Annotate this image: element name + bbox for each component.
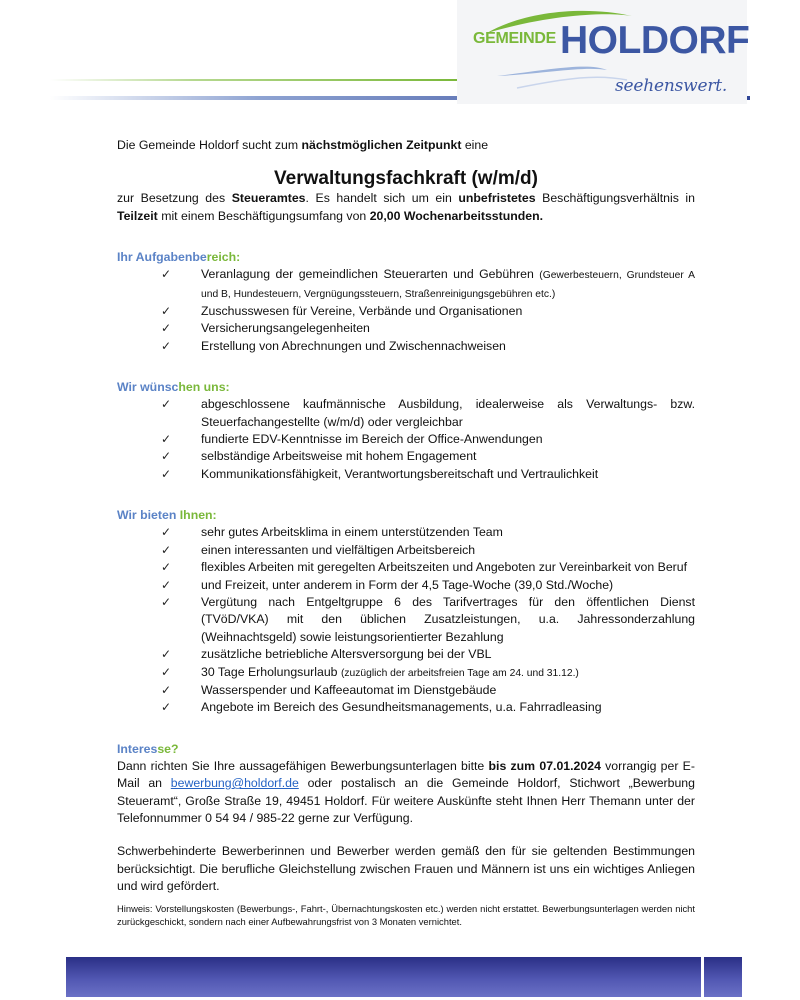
logo-name: HOLDORF bbox=[560, 19, 750, 62]
list-item: ✓ sehr gutes Arbeitsklima in einem unterstützenden Team bbox=[117, 524, 695, 541]
check-icon: ✓ bbox=[161, 304, 172, 319]
list-item: ✓ fundierte EDV-Kenntnisse im Bereich der Office-Anwendungen bbox=[117, 431, 695, 448]
position-description: zur Besetzung des Steueramtes. Es handelt sich um ein unbefristetes Beschäftigungsverhältnis in Teilzeit mit einem Beschäftigungsumfang von 20,00 Wochenarbeitsstunden. bbox=[117, 191, 695, 223]
footer-divider bbox=[701, 957, 704, 997]
logo-slogan-part-b: henswert bbox=[643, 76, 722, 96]
list-item: ✓ Versicherungsangelegenheiten bbox=[117, 320, 695, 337]
check-icon: ✓ bbox=[161, 449, 172, 464]
check-icon: ✓ bbox=[161, 397, 172, 412]
check-icon: ✓ bbox=[161, 525, 172, 540]
tasks-list bbox=[117, 266, 695, 355]
letterhead bbox=[0, 0, 800, 105]
check-icon: ✓ bbox=[161, 647, 172, 662]
requirements-heading: Wir wünschen uns: bbox=[117, 380, 230, 395]
footer-bar bbox=[66, 957, 742, 997]
check-icon: ✓ bbox=[161, 466, 172, 481]
offers-list bbox=[117, 524, 695, 716]
intro-line: Die Gemeinde Holdorf sucht zum nächstmöglichen Zeitpunkt eine bbox=[117, 138, 489, 152]
gemeinde-holdorf-logo bbox=[457, 0, 750, 104]
list-item: ✓ Angebote im Bereich des Gesundheitsmanagements, u.a. Fahrradleasing bbox=[117, 699, 695, 716]
note: Hinweis: Vorstellungskosten (Bewerbungs-, Fahrt-, Übernachtungskosten etc.) werden nicht erstattet. Bewerbungsunterlagen werden nicht zurückgeschickt, sondern nach einer Aufbewahrungsfrist von 3 Monaten vernichtet. bbox=[117, 902, 695, 928]
check-icon: ✓ bbox=[161, 542, 172, 557]
list-item: ✓ selbständige Arbeitsweise mit hohem Engagement bbox=[117, 448, 695, 465]
list-item: ✓ flexibles Arbeiten mit geregelten Arbeitszeiten und Angeboten zur Vereinbarkeit von Beruf bbox=[117, 559, 695, 576]
list-item: ✓ einen interessanten und vielfältigen Arbeitsbereich bbox=[117, 542, 695, 559]
list-item: ✓ Erstellung von Abrechnungen und Zwischennachweisen bbox=[117, 338, 695, 355]
check-icon: ✓ bbox=[161, 594, 172, 609]
logo-prefix: GEMEINDE bbox=[473, 30, 556, 47]
list-item: ✓ Zuschusswesen für Vereine, Verbände und Organisationen bbox=[117, 303, 695, 320]
list-item: ✓ und Freizeit, unter anderem in Form der 4,5 Tage-Woche (39,0 Std./Woche) bbox=[117, 577, 695, 594]
offers-heading: Wir bieten Ihnen: bbox=[117, 508, 217, 523]
green-stripe bbox=[50, 79, 460, 81]
logo-slogan-part-a: see bbox=[615, 76, 644, 96]
list-item: ✓ Wasserspender und Kaffeeautomat im Dienstgebäude bbox=[117, 682, 695, 699]
list-item: ✓ Kommunikationsfähigkeit, Verantwortungsbereitschaft und Vertraulichkeit bbox=[117, 466, 695, 483]
equal-opportunity-statement: Schwerbehinderte Bewerberinnen und Bewerber werden gemäß den für sie geltenden Bestimmungen berücksichtigt. Die berufliche Gleichstellung zwischen Frauen und Männern ist uns ein wichtiges Anliegen und wird gefördert. bbox=[117, 844, 695, 894]
check-icon: ✓ bbox=[161, 560, 172, 575]
application-instructions: Dann richten Sie Ihre aussagefähigen Bewerbungsunterlagen bitte bis zum 07.01.2024 vorrangig per E-Mail an bewerbung@holdorf.de oder postalisch an die Gemeinde Holdorf, Stichwort „Bewerbung Steueramt“, Große Straße 19, 49451 Holdorf. Für weitere Auskünfte steht Ihnen Herr Themann unter der Telefonnummer 0 54 94 / 985-22 gerne zur Verfügung. bbox=[117, 758, 695, 825]
check-icon: ✓ bbox=[161, 432, 172, 447]
email-link[interactable]: bewerbung@holdorf.de bbox=[170, 776, 299, 791]
job-title: Verwaltungsfachkraft (w/m/d) bbox=[274, 168, 538, 190]
check-icon: ✓ bbox=[161, 664, 172, 679]
tasks-heading: Ihr Aufgabenbereich: bbox=[117, 250, 241, 265]
check-icon: ✓ bbox=[161, 321, 172, 336]
list-item: ✓ zusätzliche betriebliche Altersversorgung bei der VBL bbox=[117, 646, 695, 663]
check-icon: ✓ bbox=[161, 682, 172, 697]
interest-heading: Interesse? bbox=[117, 741, 179, 756]
logo-slogan-dot: . bbox=[721, 76, 728, 96]
job-advertisement bbox=[117, 137, 695, 929]
check-icon: ✓ bbox=[161, 267, 172, 282]
check-icon: ✓ bbox=[161, 700, 172, 715]
logo-slogan bbox=[615, 76, 727, 96]
list-item: ✓ Vergütung nach Entgeltgruppe 6 des Tarifvertrages für den öffentlichen Dienst (TVöD/VKA) mit den üblichen Zusatzleistungen, u.a. Jahressonderzahlung (Weihnachtsgeld) sowie leistungsorientierter Bezahlung bbox=[161, 594, 695, 644]
list-item: ✓ abgeschlossene kaufmännische Ausbildung, idealerweise als Verwaltungs- bzw. Steuerfachangestellte (w/m/d) oder vergleichbar bbox=[161, 397, 695, 429]
list-item: ✓ Veranlagung der gemeindlichen Steuerarten und Gebühren (Gewerbesteuern, Grundsteuer A und B, Hundesteuern, Vergnügungssteuern, Straßenreinigungsgebühren etc.) bbox=[161, 267, 695, 300]
check-icon: ✓ bbox=[161, 338, 172, 353]
list-item: ✓ 30 Tage Erholungsurlaub (zuzüglich der arbeitsfreien Tage am 24. und 31.12.) bbox=[117, 664, 695, 682]
requirements-list bbox=[117, 396, 695, 483]
check-icon: ✓ bbox=[161, 577, 172, 592]
